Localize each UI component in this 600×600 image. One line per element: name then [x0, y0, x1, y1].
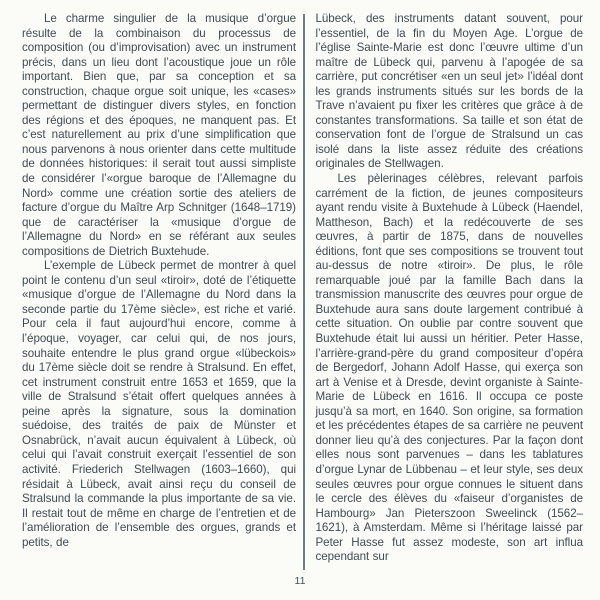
right-column	[316, 12, 584, 570]
left-column-paragraph-1: Le charme singulier de la musique d’orgue résulte de la combinaison du processus de composition (ou d’improvisation) avec un instrument précis, dans un lieu dont l’acoustique joue un rôle important. Bien que, par sa conception et sa construction, chaque orgue soit unique, les «cases» permettant de distinguer divers styles, en fonction des régions et des époques, ne manquent pas. Et c’est naturellement au prix d’une simplification que nous parvenons à nous orienter dans cette multitude de données historiques: il serait tout aussi simpliste de considérer l’«orgue baroque de l’Allemagne du Nord» comme une création sortie des ateliers de facture d’orgue du Maître Arp Schnitger (1648–1719) que de caractériser la «musique d’orgue de l’Allemagne du Nord» en se référant aux seules compositions de Dietrich Buxtehude.	[22, 12, 296, 258]
left-column-paragraph-2: L’exemple de Lübeck permet de montrer à quel point le contenu d’un seul «tiroir», doté de l’étiquette «musique d’orgue de l’Allemagne du Nord dans la seconde partie du 17ème siècle», est riche et varié. Pour cela il faut aujourd’hui encore, comme à l’époque, voyager, car celui qui, de nos jours, souhaite entendre le plus grand orgue «lübeckois» du 17ème siècle doit se rendre à Stralsund. En effet, cet instrument construit entre 1653 et 1659, que la ville de Stralsund s’était offert quelques années à peine après la signature, sous la domination suédoise, des traités de paix de Münster et Osnabrück, n’avait aucun équivalent à Lübeck, où celui qui l’avait construit exerçait l’essentiel de son activité. Friederich Stellwagen (1603–1660), qui résidait à Lübeck, avait ainsi reçu du conseil de Stralsund la commande la plus importante de sa vie. Il restait tout de même en charge de l’entretien et de l’amélioration de l’ensemble des orgues, grands et petits, de	[22, 259, 296, 549]
right-column-paragraph-continuation: Lübeck, des instruments datant souvent, pour l’essentiel, de la fin du Moyen Age. L’orgue de l’église Sainte-Marie est donc l’œuvre ultime d’un maître de Lübeck qui, parvenu à l’apogée de sa carrière, put concrétiser «en un seul jet» l’idéal dont les grands instruments situés sur les bords de la Trave n’avaient pu fixer les critères que grâce à de constantes transformations. Sa taille et son état de conservation font de l’orgue de Stralsund un cas isolé dans la liste assez réduite des créations originales de Stellwagen.	[315, 12, 583, 171]
page-number: 11	[294, 575, 306, 587]
column-divider	[303, 14, 305, 570]
left-column	[22, 12, 296, 570]
right-column-paragraph-2: Les pèlerinages célèbres, relevant parfois carrément de la fiction, de jeunes compositeurs ayant rendu visite à Buxtehude à Lübeck (Haendel, Mattheson, Bach) et la redécouverte de ses œuvres, à partir de 1875, dans de nouvelles éditions, font que ses compositions se trouvent tout au-dessus de notre «tiroir». De plus, le rôle remarquable joué par la famille Bach dans la transmission manuscrite des œuvres pour orgue de Buxtehude aura sans doute largement contribué à cette situation. On oublie par contre souvent que Buxtehude était lui aussi un héritier. Peter Hasse, l’arrière-grand-père du grand compositeur d’opéra de Bergedorf, Johann Adolf Hasse, qui exerça son art à Venise et à Dresde, devint organiste à Sainte-Marie de Lübeck en 1616. Il occupa ce poste jusqu’à sa mort, en 1640. Son origine, sa formation et les précédentes étapes de sa carrière ne peuvent donner lieu qu’à des conjectures. Par la façon dont elles nous sont parvenues – dans les tablatures d’orgue Lynar de Lübbenau – et leur style, ses deux seules œuvres pour orgue connues le situent dans le cercle des élèves du «faiseur d’organistes de Hambourg» Jan Pieterszoon Sweelinck (1562–1621), à Amsterdam. Même si l’héritage laissé par Peter Hasse fut assez modeste, son art influa cependant sur	[315, 172, 583, 564]
